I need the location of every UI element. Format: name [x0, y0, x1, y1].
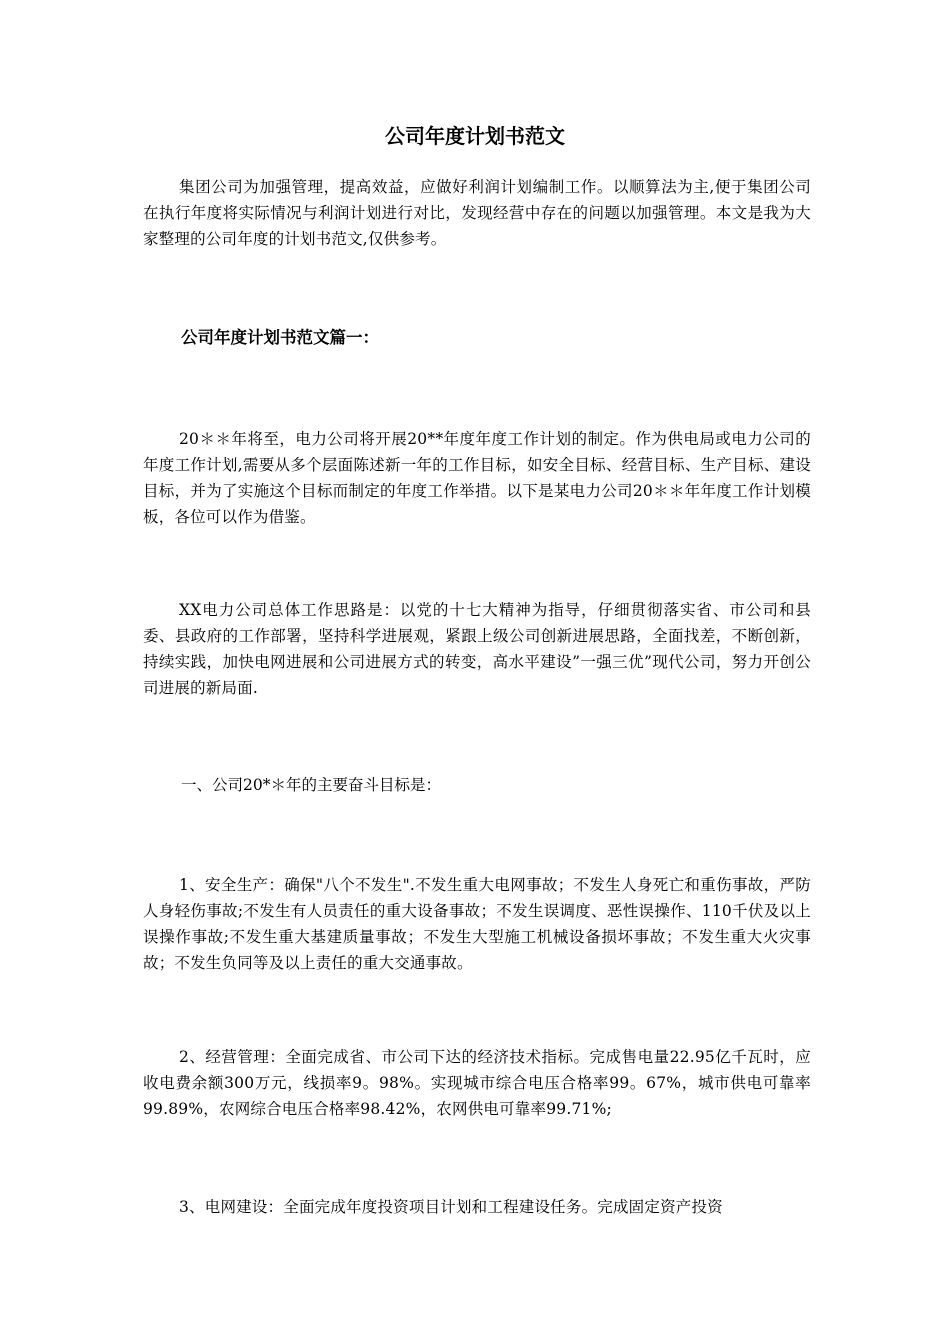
document-title: 公司年度计划书范文 — [385, 124, 565, 148]
item-grid-construction: 3、电网建设：全面完成年度投资项目计划和工程建设任务。完成固定资产投资 — [179, 1198, 723, 1216]
item-safety-production: 1、安全生产：确保"八个不发生".不发生重大电网事故；不发生人身死亡和重伤事故，严防人身轻伤事故;不发生有人员责任的重大设备事故；不发生误调度、恶性误操作、110千伏及以上误操作事故;不发生重大基建质量事故；不发生大型施工机械设备损坏事故；不发生重大火灾事故；不发生负同等及以上责任的重大交通事故。 — [143, 876, 811, 972]
goals-heading: 一、公司20*＊年的主要奋斗目标是： — [181, 776, 441, 794]
section-heading: 公司年度计划书范文篇一： — [181, 328, 379, 347]
item-operations-management: 2、经营管理：全面完成省、市公司下达的经济技术指标。完成售电量22.95亿千瓦时，应收电费余额300万元，线损率9。98%。实现城市综合电压合格率99。67%，城市供电可靠率99.89%，农网综合电压合格率98.42%，农网供电可靠率99.71%; — [143, 1048, 811, 1118]
intro-paragraph: 集团公司为加强管理，提高效益，应做好利润计划编制工作。以顺算法为主,便于集团公司在执行年度将实际情况与利润计划进行对比，发现经营中存在的问题以加强管理。本文是我为大家整理的公司年度的计划书范文,仅供参考。 — [143, 178, 811, 248]
paragraph-plan-overview: 20＊＊年将至，电力公司将开展20**年度年度工作计划的制定。作为供电局或电力公司的年度工作计划,需要从多个层面陈述新一年的工作目标，如安全目标、经营目标、生产目标、建设目标，并为了实施这个目标而制定的年度工作举措。以下是某电力公司20＊＊年年度工作计划模板，各位可以作为借鉴。 — [143, 430, 811, 526]
paragraph-work-approach: XX电力公司总体工作思路是：以党的十七大精神为指导，仔细贯彻落实省、市公司和县委、县政府的工作部署，坚持科学进展观，紧跟上级公司创新进展思路，全面找差，不断创新，持续实践，加快电网进展和公司进展方式的转变，高水平建设”一强三优”现代公司，努力开创公司进展的新局面. — [143, 601, 811, 697]
